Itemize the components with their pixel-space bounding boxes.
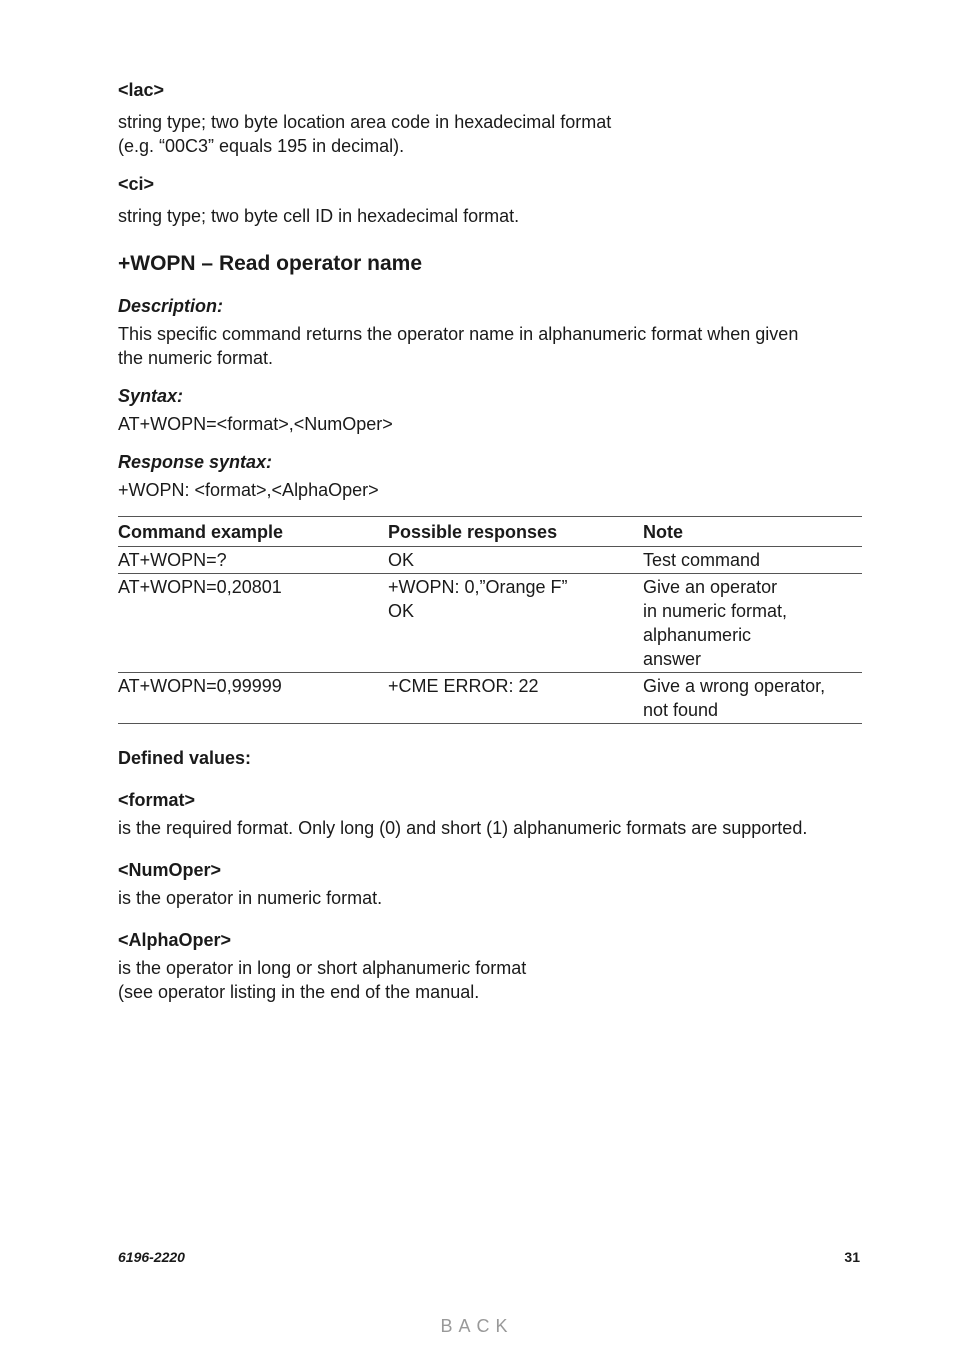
param-description: is the operator in long or short alphanumeric format (see operator listing in the end of the manual. bbox=[118, 958, 527, 1002]
param-name: <NumOper> bbox=[118, 860, 222, 880]
param-ci bbox=[118, 172, 862, 228]
param-description: is the required format. Only long (0) and short (1) alphanumeric formats are supported. bbox=[118, 818, 808, 838]
response-syntax-text: +WOPN: <format>,<AlphaOper> bbox=[118, 480, 379, 500]
table-row bbox=[118, 574, 862, 673]
defined-value-alphaoper bbox=[118, 928, 862, 1004]
table-header-cell: Note bbox=[643, 517, 862, 547]
table-cell: Test command bbox=[643, 547, 862, 574]
table-cell: AT+WOPN=? bbox=[118, 547, 388, 574]
table-row bbox=[118, 547, 862, 574]
param-name: <format> bbox=[118, 790, 196, 810]
document-page bbox=[118, 78, 862, 1018]
syntax-label: Syntax: bbox=[118, 386, 184, 406]
table-cell: Give an operator in numeric format, alphanumeric answer bbox=[643, 574, 862, 673]
defined-value-numoper bbox=[118, 858, 862, 910]
description-text: This specific command returns the operator name in alphanumeric format when given the numeric format. bbox=[118, 324, 799, 368]
doc-number: 6196-2220 bbox=[118, 1249, 185, 1265]
description-label: Description: bbox=[118, 296, 224, 316]
table-cell: AT+WOPN=0,20801 bbox=[118, 574, 388, 673]
syntax-block bbox=[118, 384, 862, 436]
response-syntax-block bbox=[118, 450, 862, 502]
table-header-cell: Command example bbox=[118, 517, 388, 547]
param-description: string type; two byte cell ID in hexadecimal format. bbox=[118, 206, 520, 226]
param-description: string type; two byte location area code in hexadecimal format (e.g. “00C3” equals 195 in decimal). bbox=[118, 112, 612, 156]
table-cell: Give a wrong operator, not found bbox=[643, 673, 862, 724]
defined-value-format bbox=[118, 788, 862, 840]
section-title: +WOPN – Read operator name bbox=[118, 252, 422, 275]
table-cell: +WOPN: 0,”Orange F” OK bbox=[388, 574, 643, 673]
param-lac bbox=[118, 78, 862, 158]
defined-values-label: Defined values: bbox=[118, 748, 252, 768]
page-number: 31 bbox=[844, 1249, 860, 1265]
table-cell: +CME ERROR: 22 bbox=[388, 673, 643, 724]
back-link[interactable]: BACK bbox=[440, 1316, 514, 1336]
param-name: <AlphaOper> bbox=[118, 930, 232, 950]
command-example-table bbox=[118, 516, 862, 724]
param-name: <lac> bbox=[118, 80, 165, 100]
description-block bbox=[118, 294, 862, 370]
table-cell: AT+WOPN=0,99999 bbox=[118, 673, 388, 724]
table-header-row bbox=[118, 517, 862, 547]
table-header-cell: Possible responses bbox=[388, 517, 643, 547]
param-description: is the operator in numeric format. bbox=[118, 888, 383, 908]
response-syntax-label: Response syntax: bbox=[118, 452, 273, 472]
table-cell: OK bbox=[388, 547, 643, 574]
table-row bbox=[118, 673, 862, 724]
syntax-text: AT+WOPN=<format>,<NumOper> bbox=[118, 414, 393, 434]
param-name: <ci> bbox=[118, 174, 155, 194]
